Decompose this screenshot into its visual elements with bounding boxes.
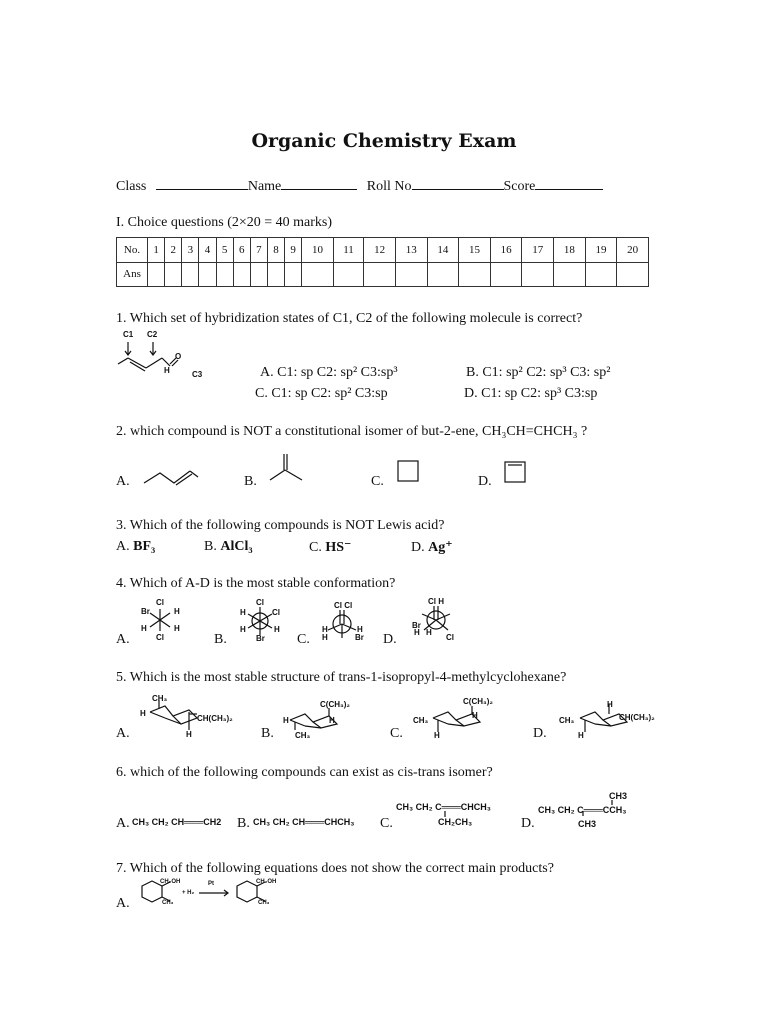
q4a-sub-right: H bbox=[174, 607, 180, 616]
q5b-iso: C(CH₃)₂ bbox=[320, 700, 350, 709]
answer-cell[interactable] bbox=[333, 262, 364, 287]
answer-cell[interactable] bbox=[199, 262, 216, 287]
q7-reactant-ch3: CH₃ bbox=[162, 900, 174, 906]
q1-option-a: A. C1: sp C2: sp² C3:sp³ bbox=[260, 365, 398, 380]
q1-option-b: B. C1: sp² C2: sp³ C3: sp² bbox=[466, 365, 611, 380]
q2-text: 2. which compound is NOT a constitutional isomer of but-2-ene, CH₃CH=CHCH₃ ? bbox=[116, 424, 588, 439]
question-number: 13 bbox=[395, 238, 427, 263]
q5-text: 5. Which is the most stable structure of trans-1-isopropyl-4-methylcyclohexane? bbox=[116, 670, 567, 685]
class-blank[interactable] bbox=[156, 177, 248, 190]
answer-number-row bbox=[117, 238, 649, 263]
q5-option-b: B. bbox=[261, 726, 274, 741]
q3-option-d bbox=[411, 539, 453, 556]
answer-cell[interactable] bbox=[216, 262, 233, 287]
answer-cell[interactable] bbox=[395, 262, 427, 287]
q1-label-c2: C2 bbox=[147, 330, 158, 339]
q4-newman-d bbox=[416, 604, 456, 636]
q3-option-c bbox=[309, 539, 351, 556]
row-label-ans: Ans bbox=[117, 262, 148, 287]
q6d-formula-top: CH3 bbox=[609, 791, 628, 801]
q1-label-h: H bbox=[164, 366, 170, 375]
section-heading: I. Choice questions (2×20 = 40 marks) bbox=[116, 215, 333, 230]
question-number: 9 bbox=[285, 238, 302, 263]
q1-option-d: D. C1: sp C2: sp³ C3:sp bbox=[464, 386, 598, 401]
question-number: 7 bbox=[250, 238, 267, 263]
question-number: 12 bbox=[364, 238, 396, 263]
question-number: 11 bbox=[333, 238, 364, 263]
question-number: 17 bbox=[522, 238, 554, 263]
q5-chair-b bbox=[285, 708, 345, 734]
q5a-ch3: CH₃ bbox=[152, 694, 168, 703]
q3-option-b-letter: B. bbox=[204, 539, 221, 554]
q7-product-ch2oh: CH₂OH bbox=[256, 879, 277, 885]
q7-plus-h2: + H₂ bbox=[182, 890, 195, 896]
q1-label-c1: C1 bbox=[123, 330, 134, 339]
question-number: 14 bbox=[427, 238, 459, 263]
question-number: 4 bbox=[199, 238, 216, 263]
answer-cell[interactable] bbox=[585, 262, 617, 287]
q5a-iso: CH(CH₃)₂ bbox=[197, 714, 233, 723]
question-number: 6 bbox=[233, 238, 250, 263]
q5b-h: H bbox=[329, 716, 335, 725]
q5-chair-a bbox=[145, 700, 205, 736]
q4c-sub-br: Br bbox=[355, 633, 364, 642]
q5c-h2: H bbox=[434, 731, 440, 740]
q5c-ch3: CH₃ bbox=[413, 716, 429, 725]
answer-cell[interactable] bbox=[427, 262, 459, 287]
q4a-sub-br: H bbox=[174, 624, 180, 633]
answer-table bbox=[116, 237, 649, 287]
q6-option-b: B. bbox=[237, 816, 250, 831]
answer-cell[interactable] bbox=[267, 262, 284, 287]
q2-option-b: B. bbox=[244, 474, 257, 489]
q2-option-a: A. bbox=[116, 474, 130, 489]
exam-title: Organic Chemistry Exam bbox=[251, 130, 517, 152]
q3-option-d-value: Ag⁺ bbox=[428, 540, 453, 555]
q4c-sub-left: H bbox=[322, 625, 328, 634]
q2-structure-d bbox=[503, 460, 529, 486]
q5c-iso: C(CH₃)₂ bbox=[463, 697, 493, 706]
question-number: 19 bbox=[585, 238, 617, 263]
q4-option-a: A. bbox=[116, 632, 130, 647]
score-label: Score bbox=[503, 179, 536, 194]
q1-label-c3: C3 bbox=[192, 370, 203, 379]
q4b-sub-right: Cl bbox=[272, 608, 280, 617]
q5a-h2: H bbox=[186, 730, 192, 739]
q4b-sub-br: H bbox=[274, 625, 280, 634]
q5d-h: H bbox=[607, 700, 613, 709]
q3-option-c-letter: C. bbox=[309, 540, 326, 555]
q5d-iso: CH(CH₃)₂ bbox=[619, 713, 655, 722]
q4-option-b: B. bbox=[214, 632, 227, 647]
q6d-formula-bottom: CH3 bbox=[578, 819, 597, 829]
q6-option-a: A. bbox=[116, 816, 130, 831]
q3-option-a-letter: A. bbox=[116, 539, 134, 554]
q3-option-d-letter: D. bbox=[411, 540, 429, 555]
q4c-sub-top: Cl Cl bbox=[334, 601, 353, 610]
roll-label: Roll No bbox=[366, 179, 412, 194]
answer-cell[interactable] bbox=[459, 262, 491, 287]
answer-cell[interactable] bbox=[285, 262, 302, 287]
q1-text: 1. Which set of hybridization states of C1, C2 of the following molecule is correct? bbox=[116, 311, 583, 326]
q5-option-d: D. bbox=[533, 726, 547, 741]
q2-structure-a bbox=[140, 463, 202, 487]
q4b-sub-left: H bbox=[240, 608, 246, 617]
q5a-h: H bbox=[140, 709, 146, 718]
q6b-formula: CH₃ CH₂ CH═══CHCH₃ bbox=[253, 817, 355, 827]
answer-cell[interactable] bbox=[302, 262, 334, 287]
question-number: 8 bbox=[267, 238, 284, 263]
q4c-sub-right: H bbox=[357, 625, 363, 634]
q1-label-o: O bbox=[175, 352, 182, 361]
q4a-sub-top: Cl bbox=[156, 598, 164, 607]
q1-option-c: C. C1: sp C2: sp² C3:sp bbox=[255, 386, 388, 401]
q2-option-d: D. bbox=[478, 474, 492, 489]
q6-option-c: C. bbox=[380, 816, 393, 831]
question-number: 15 bbox=[459, 238, 491, 263]
class-label: Class bbox=[116, 179, 147, 194]
q2-option-c: C. bbox=[371, 474, 384, 489]
question-number: 18 bbox=[554, 238, 586, 263]
q4d-sub-bottom: Cl bbox=[446, 633, 454, 642]
q3-text: 3. Which of the following compounds is NOT Lewis acid? bbox=[116, 518, 445, 533]
q3-option-c-value: HS⁻ bbox=[325, 540, 352, 555]
q7-product-ch3: CH₃ bbox=[258, 900, 270, 906]
q3-option-b-value: AlCl₃ bbox=[220, 539, 253, 554]
q3-option-a-value: BF₃ bbox=[133, 539, 156, 554]
q5-option-a: A. bbox=[116, 726, 130, 741]
header-line bbox=[116, 177, 603, 195]
q4b-sub-bl: H bbox=[240, 625, 246, 634]
q4d-sub-top: Cl H bbox=[428, 597, 444, 606]
q4-text: 4. Which of A-D is the most stable conformation? bbox=[116, 576, 396, 591]
answer-cell[interactable] bbox=[148, 262, 165, 287]
q5b-h2: H bbox=[283, 716, 289, 725]
q6-option-d: D. bbox=[521, 816, 535, 831]
q7-text: 7. Which of the following equations does not show the correct main products? bbox=[116, 861, 554, 876]
q7-option-a: A. bbox=[116, 896, 130, 911]
q6c-formula-bottom: CH₂CH₃ bbox=[438, 817, 473, 827]
q2-structure-b bbox=[266, 450, 306, 488]
q2-structure-c bbox=[396, 459, 422, 485]
answer-cell[interactable] bbox=[522, 262, 554, 287]
q5c-h: H bbox=[472, 711, 478, 720]
q4d-sub-bl: H bbox=[414, 628, 420, 637]
q5-option-c: C. bbox=[390, 726, 403, 741]
q4a-sub-bl: H bbox=[141, 624, 147, 633]
answer-cell[interactable] bbox=[165, 262, 182, 287]
question-number: 16 bbox=[490, 238, 522, 263]
name-label: Name bbox=[247, 179, 282, 194]
q7-catalyst: Pt bbox=[208, 881, 214, 887]
q6-text: 6. which of the following compounds can exist as cis-trans isomer? bbox=[116, 765, 493, 780]
q4a-sub-left: Br bbox=[141, 607, 150, 616]
answer-cell[interactable] bbox=[364, 262, 396, 287]
q6d-formula-mid: CH₃ CH₂ C═══CCH₃ bbox=[538, 805, 627, 815]
roll-blank[interactable] bbox=[412, 177, 504, 190]
q4c-sub-bl: H bbox=[322, 633, 328, 642]
q4-option-c: C. bbox=[297, 632, 310, 647]
q3-option-a bbox=[116, 539, 155, 555]
answer-cell[interactable] bbox=[490, 262, 522, 287]
q5d-h2: H bbox=[578, 731, 584, 740]
q7-reactant-ch2oh: CH₂OH bbox=[160, 879, 181, 885]
question-number: 1 bbox=[148, 238, 165, 263]
q6c-formula-top: CH₃ CH₂ C═══CHCH₃ bbox=[396, 802, 491, 812]
question-number: 5 bbox=[216, 238, 233, 263]
question-number: 2 bbox=[165, 238, 182, 263]
answer-row bbox=[117, 262, 649, 287]
answer-cell[interactable] bbox=[617, 262, 649, 287]
name-blank[interactable] bbox=[281, 177, 357, 190]
q4d-sub-bm: H bbox=[426, 628, 432, 637]
q3-option-b bbox=[204, 539, 253, 555]
q4b-sub-bottom: Br bbox=[256, 634, 265, 643]
answer-cell[interactable] bbox=[250, 262, 267, 287]
score-blank[interactable] bbox=[535, 177, 603, 190]
q4d-sub-left: Br bbox=[412, 621, 421, 630]
answer-cell[interactable] bbox=[182, 262, 199, 287]
row-label-no: No. bbox=[117, 238, 148, 263]
q7-arrow bbox=[198, 889, 232, 897]
question-number: 3 bbox=[182, 238, 199, 263]
q4-option-d: D. bbox=[383, 632, 397, 647]
q5d-ch3: CH₃ bbox=[559, 716, 575, 725]
q5b-ch3: CH₃ bbox=[295, 731, 311, 740]
question-number: 10 bbox=[302, 238, 334, 263]
q6a-formula: CH₃ CH₂ CH═══CH2 bbox=[132, 817, 222, 827]
answer-cell[interactable] bbox=[233, 262, 250, 287]
answer-cell[interactable] bbox=[554, 262, 586, 287]
question-number: 20 bbox=[617, 238, 649, 263]
q4a-sub-bottom: Cl bbox=[156, 633, 164, 642]
q4b-sub-top: Cl bbox=[256, 598, 264, 607]
